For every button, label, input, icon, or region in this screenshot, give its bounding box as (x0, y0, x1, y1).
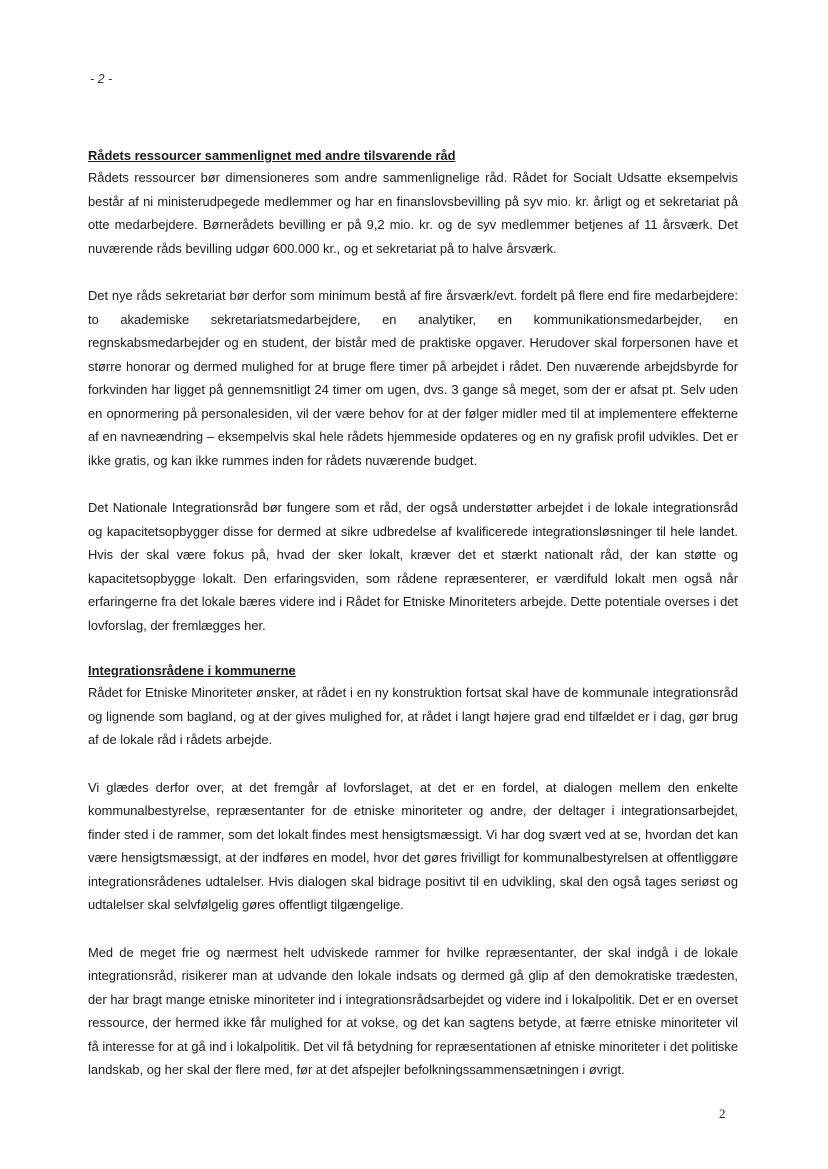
paragraph: Vi glædes derfor over, at det fremgår af lovforslaget, at det er en fordel, at dialogen mellem den enkelte kommunalbestyrelse, repræsentanter for de etniske minoriteter og andre, der deltager i integrationsarbejdet, finder sted i de rammer, som det lokalt findes mest hensigtsmæssigt. Vi har dog svært ved at se, hvordan det kan være hensigtsmæssigt, at der indføres en model, hvor det gøres frivilligt for kommunalbestyrelsen at offentliggøre integrationsrådenes udtalelser. Hvis dialogen skal bidrage positivt til en udvikling, skal den også tages seriøst og udtalelser skal selvfølgelig gøres offentligt tilgængelige. (88, 779, 738, 912)
page-number: 2 (719, 1106, 726, 1121)
document-body (88, 146, 738, 1106)
paragraph: Det Nationale Integrationsråd bør fungere som et råd, der også understøtter arbejdet i de lokale integrationsråd og kapacitetsopbygger disse for dermed at sikre udbredelse af kvalificerede integrationsløsninger til hele landet. Hvis der skal være fokus på, hvad der sker lokalt, kræver det et stærkt nationalt råd, der kan støtte og kapacitetsopbygge lokalt. Den erfaringsviden, som rådene repræsenterer, er værdifuld lokalt men også når erfaringerne fra det lokale bæres videre ind i Rådet for Etniske Minoriteters arbejde. Dette potentiale overses i det lovforslag, der fremlægges her. (88, 500, 738, 633)
paragraph: Med de meget frie og nærmest helt udviskede rammer for hvilke repræsentanter, der skal indgå i de lokale integrationsråd, risikerer man at udvande den lokale indsats og dermed gå glip af den demokratiske trædesten, der har bragt mange etniske minoriteter ind i integrationsrådsarbejdet og videre ind i lokalpolitik. Det er en overset ressource, der hermed ikke får mulighed for at vokse, og det kan sagtens betyde, at færre etniske minoriteter vil få interesse for at gå ind i lokalpolitik. Det vil få betydning for repræsentationen af etniske minoriteter i det politiske landskab, og her skal der flere med, før at det afspejler befolkningssammensætningen i øvrigt. (88, 944, 738, 1077)
paragraph: Rådets ressourcer bør dimensioneres som andre sammenlignelige råd. Rådet for Socialt Udsatte eksempelvis består af ni ministerudpegede medlemmer og har en finanslovsbevilling på syv mio. kr. årligt og et sekretariat på otte medarbejdere. Børnerådets bevilling er på 9,2 mio. kr. og de syv medlemmer betjenes af 11 årsværk. Det nuværende råds bevilling udgør 600.000 kr., og et sekretariat på to halve årsværk. (88, 170, 738, 256)
page-header-marker: - 2 - (90, 72, 113, 86)
paragraph: Rådet for Etniske Minoriteter ønsker, at rådet i en ny konstruktion fortsat skal have de kommunale integrationsråd og lignende som bagland, og at der gives mulighed for, at rådet i langt højere grad end tilfældet er i dag, gør brug af de lokale råd i rådets arbejde. (88, 685, 738, 747)
section-heading-resources: Rådets ressourcer sammenlignet med andre tilsvarende råd (88, 148, 456, 163)
paragraph: Det nye råds sekretariat bør derfor som minimum bestå af fire årsværk/evt. fordelt på flere end fire medarbejdere: to akademiske sekretariatsmedarbejdere, en analytiker, en kommunikationsmedarbejder, en regnskabsmedarbejder og en student, der bistår med de praktiske opgaver. Herudover skal forpersonen have et større honorar og dermed mulighed for at bruge flere timer på arbejdet i rådet. Den nuværende arbejdsbyrde for forkvinden har ligget på gennemsnitligt 24 timer om ugen, dvs. 3 gange så meget, som der er afsat pt. Selv uden en opnormering på personalesiden, vil der være behov for at der følger midler med til at implementere effekterne af en navneændring – eksempelvis skal hele rådets hjemmeside opdateres og en ny grafisk profil udvikles. Det er ikke gratis, og kan ikke rummes inden for rådets nuværende budget. (88, 288, 738, 468)
section-heading-municipal-councils: Integrationsrådene i kommunerne (88, 663, 296, 678)
